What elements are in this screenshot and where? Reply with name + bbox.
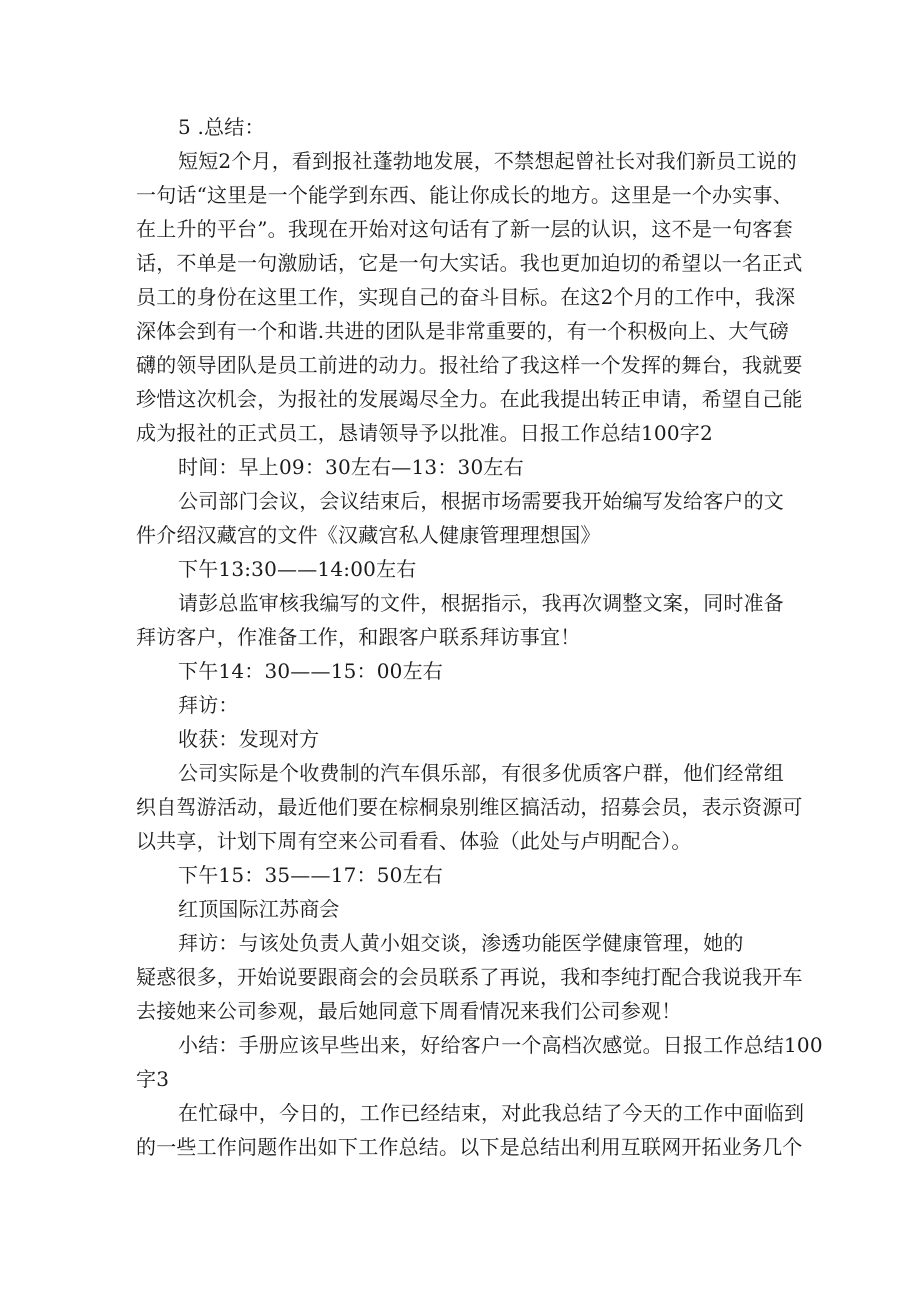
time-line: 下午13:30——14:00左右: [178, 557, 417, 581]
label-line: 红顶国际江苏商会: [178, 897, 340, 921]
paragraph-line: 字3: [136, 1067, 170, 1091]
paragraph-line: 成为报社的正式员工，恳请领导予以批准。日报工作总结100字2: [136, 421, 713, 445]
paragraph-line: 以共享，计划下周有空来公司看看、体验（此处与卢明配合）。: [136, 829, 692, 853]
paragraph-line: 小结：手册应该早些出来，好给客户一个高档次感觉。日报工作总结100: [178, 1033, 823, 1057]
paragraph-line: 请彭总监审核我编写的文件，根据指示，我再次调整文案，同时准备: [178, 591, 784, 615]
paragraph-line: 珍惜这次机会，为报社的发展竭尽全力。在此我提出转正申请，希望自己能: [136, 387, 803, 411]
section-heading: 5 .总结：: [178, 115, 265, 139]
paragraph-line: 拜访客户，作准备工作，和跟客户联系拜访事宜！: [136, 625, 581, 649]
paragraph-line: 短短2个月，看到报社蓬勃地发展，不禁想起曾社长对我们新员工说的: [178, 149, 797, 173]
time-line: 下午15：35——17：50左右: [178, 863, 443, 887]
paragraph-line: 织自驾游活动，最近他们要在棕桐泉别维区搞活动，招募会员，表示资源可: [136, 795, 803, 819]
paragraph-line: 深体会到有一个和谐.共进的团队是非常重要的，有一个积极向上、大气磅: [136, 319, 789, 343]
paragraph-line: 员工的身份在这里工作，实现自己的奋斗目标。在这2个月的工作中，我深: [136, 285, 796, 309]
paragraph-line: 疑惑很多，开始说要跟商会的会员联系了再说，我和李纯打配合我说我开车: [136, 965, 803, 989]
time-line: 时间：早上09：30左右—13：30左右: [178, 455, 524, 479]
paragraph-line: 件介绍汉藏宫的文件《汉藏宫私人健康管理理想国》: [136, 523, 601, 547]
paragraph-line: 去接她来公司参观，最后她同意下周看情况来我们公司参观！: [136, 999, 682, 1023]
paragraph-line: 公司部门会议，会议结束后，根据市场需要我开始编写发给客户的文: [178, 489, 784, 513]
paragraph-line: 一句话“这里是一个能学到东西、能让你成长的地方。这里是一个办实事、: [136, 183, 793, 207]
paragraph-line: 的一些工作问题作出如下工作总结。以下是总结出利用互联网开拓业务几个: [136, 1135, 803, 1159]
label-line: 收获：发现对方: [178, 727, 320, 751]
time-line: 下午14：30——15：00左右: [178, 659, 443, 683]
paragraph-line: 在忙碌中，今日的，工作已经结束，对此我总结了今天的工作中面临到: [178, 1101, 805, 1125]
paragraph-line: 公司实际是个收费制的汽车俱乐部，有很多优质客户群，他们经常组: [178, 761, 784, 785]
paragraph-line: 礴的领导团队是员工前进的动力。报社给了我这样一个发挥的舞台，我就要: [136, 353, 803, 377]
paragraph-line: 拜访：与该处负责人黄小姐交谈，渗透功能医学健康管理，她的: [178, 931, 744, 955]
paragraph-line: 在上升的平台”。我现在开始对这句话有了新一层的认识，这不是一句客套: [136, 217, 793, 241]
label-line: 拜访：: [178, 693, 239, 717]
paragraph-line: 话，不单是一句激励话，它是一句大实话。我也更加迫切的希望以一名正式: [136, 251, 803, 275]
